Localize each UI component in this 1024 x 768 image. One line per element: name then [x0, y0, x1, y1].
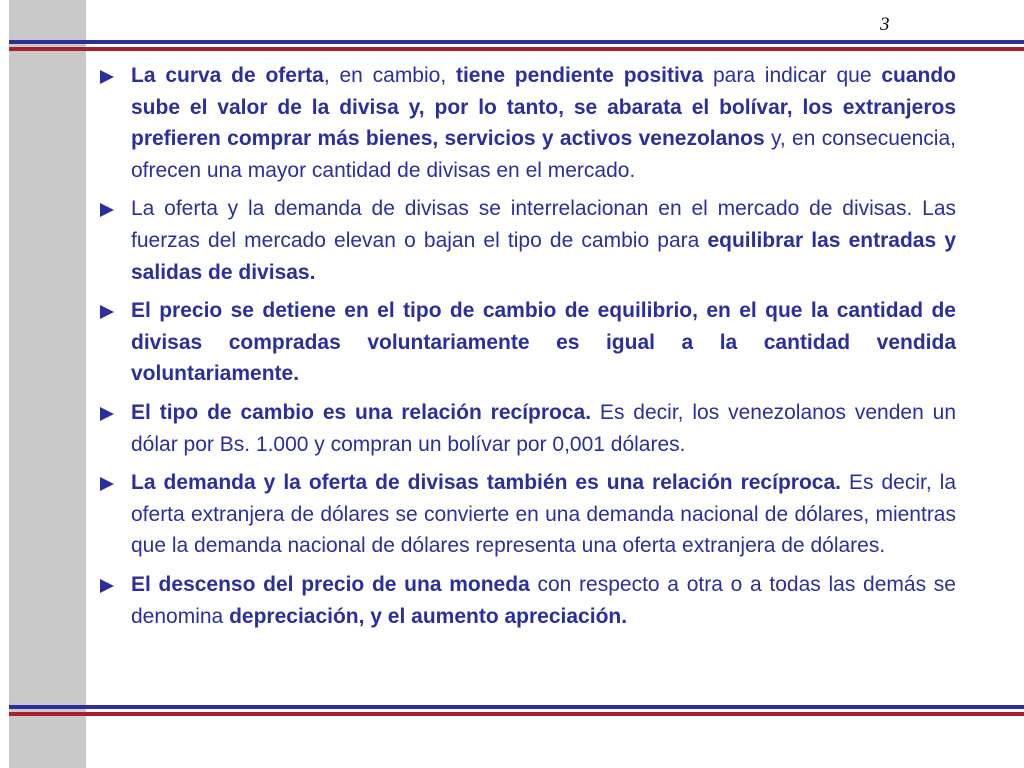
- bullet-text-segment: La oferta y la demanda de divisas se interrelacionan en el mercado de divisas. Las fuerzas del mercado elevan o bajan el tipo de cambio para: [131, 197, 956, 252]
- bullet-text-segment: El descenso del precio de una moneda: [131, 572, 530, 596]
- bullet-arrow-icon: [100, 477, 114, 491]
- bottom-rule-red: [9, 712, 1024, 716]
- bottom-rule-blue: [9, 705, 1024, 709]
- bullet-item: [98, 467, 956, 562]
- bullet-item: [98, 60, 956, 186]
- bullet-text-segment: y, en consecuencia, ofrecen una mayor cantidad de divisas en el mercado.: [131, 127, 956, 182]
- bullet-text-segment: La demanda y la oferta de divisas también es una relación recíproca.: [131, 471, 841, 495]
- bullet-text-segment: , en cambio,: [323, 64, 456, 87]
- bullet-arrow-icon: [100, 407, 114, 421]
- bullet-arrow-icon: [100, 579, 114, 593]
- bullet-list: [98, 60, 956, 639]
- top-rule-blue: [9, 40, 1024, 44]
- bullet-item: [98, 295, 956, 390]
- bullet-item: [98, 193, 956, 288]
- bullet-text-segment: equilibrar las entradas y salidas de divisas.: [131, 228, 956, 284]
- page-number: 3: [880, 14, 890, 35]
- bullet-text-segment: depreciación, y el aumento apreciación.: [229, 604, 628, 628]
- bullet-text-segment: El tipo de cambio es una relación recíproca.: [131, 400, 592, 424]
- bullet-arrow-icon: [100, 70, 114, 84]
- bullet-item: [98, 397, 956, 460]
- bullet-text-segment: Es decir, la oferta extranjera de dólares se convierte en una demanda nacional de dólares, mientras que la demanda nacional de dólares representa una oferta extranjera de dólares.: [131, 471, 956, 558]
- bullet-arrow-icon: [100, 203, 114, 217]
- bullet-text-segment: para indicar que: [703, 64, 882, 87]
- bullet-text-segment: tiene pendiente positiva: [455, 64, 704, 87]
- bullet-text-segment: La curva de oferta: [131, 64, 324, 87]
- bullet-text-segment: El precio se detiene en el tipo de cambio de equilibrio, en el que la cantidad de divisas compradas voluntariamente es igual a la cantidad vendida voluntariamente.: [131, 299, 956, 386]
- bullet-item: [98, 569, 956, 632]
- bullet-text-segment: Es decir, los venezolanos venden un dólar por Bs. 1.000 y compran un bolívar por 0,001 dólares.: [131, 400, 956, 456]
- bullet-arrow-icon: [100, 305, 114, 319]
- left-sidebar-band: [9, 0, 86, 768]
- bullet-text-segment: cuando sube el valor de la divisa y, por lo tanto, se abarata el bolívar, los extranjeros prefieren comprar más bienes, servicios y activos venezolanos: [131, 64, 956, 151]
- top-rule-red: [9, 47, 1024, 51]
- bullet-text-segment: con respecto a otra o a todas las demás se denomina: [131, 572, 956, 628]
